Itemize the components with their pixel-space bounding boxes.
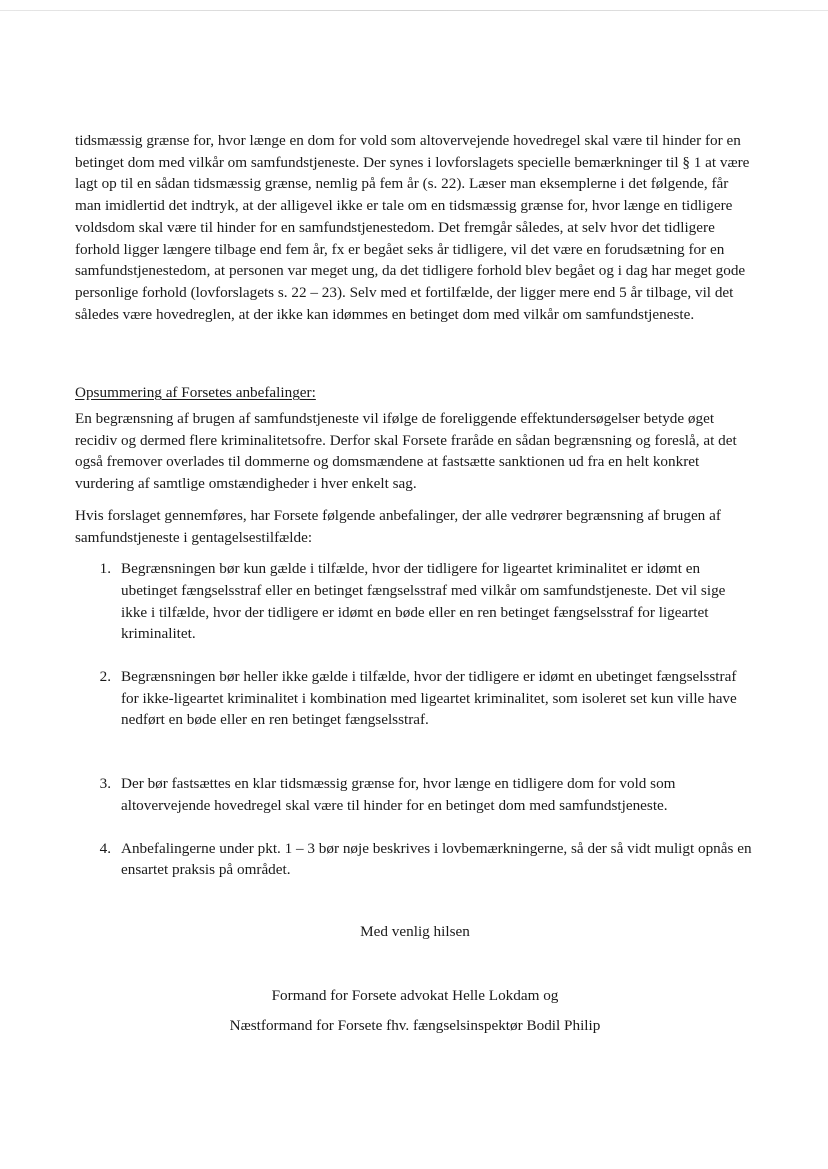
signature-line-1: Formand for Forsete advokat Helle Lokdam og <box>271 986 559 1004</box>
summary-heading: Opsummering af Forsetes anbefalinger: <box>75 384 316 402</box>
list-item-number: 3. <box>99 775 111 793</box>
list-item-text: Begrænsningen bør kun gælde i tilfælde, hvor der tidligere for ligeartet kriminalitet er idømt en ubetinget fængselsstraf eller en betinget fængselsstraf med vilkår om samfundstjeneste. Det vil sige ikke i tilfælde, hvor der tidligere er idømt en bøde eller en ren betinget fængselsstraf for ligeartet kriminalitet. <box>121 560 726 643</box>
letter-page <box>75 130 755 1037</box>
recommendations-list <box>75 558 755 881</box>
recommendations-intro: Hvis forslaget gennemføres, har Forsete følgende anbefalinger, der alle vedrører begrænsning af brugen af samfundstjeneste i gentagelsestilfælde: <box>75 506 721 546</box>
list-item-number: 1. <box>99 560 111 578</box>
list-item <box>75 558 755 645</box>
list-item-text: Begrænsningen bør heller ikke gælde i tilfælde, hvor der tidligere er idømt en ubetinget fængselsstraf for ikke-ligeartet kriminalitet i kombination med ligeartet kriminalitet, som isoleret set kun ville have nedført en bøde eller en ren betinget fængselsstraf. <box>121 668 737 729</box>
intro-paragraph: tidsmæssig grænse for, hvor længe en dom for vold som altovervejende hovedregel skal være til hinder for en betinget dom med vilkår om samfundstjeneste. Der synes i lovforslagets specielle bemærkninger til § 1 at være lagt op til en sådan tidsmæssig grænse, nemlig på fem år (s. 22). Læser man eksemplerne i det følgende, får man imidlertid det indtryk, at der alligevel ikke er tale om en tidsmæssig grænse for, hvor længe en tidligere voldsdom skal være til hinder for en samfundstjenestedom. Det fremgår således, at selv hvor det tidligere forhold ligger længere tilbage end fem år, fx er begået seks år tidligere, vil det være en forudsætning for en samfundstjenestedom, at personen var meget ung, da det tidligere forhold blev begået og i dag har meget gode personlige forhold (lovforslagets s. 22 – 23). Selv med et fortilfælde, der ligger mere end 5 år tilbage, vil det således være hovedreglen, at der ikke kan idømmes en betinget dom med vilkår om samfundstjeneste. <box>75 132 750 323</box>
list-item <box>75 773 755 816</box>
summary-paragraph: En begrænsning af brugen af samfundstjeneste vil ifølge de foreliggende effektundersøgelser betyde øget recidiv og dermed flere kriminalitetsofre. Derfor skal Forsete fraråde en sådan begrænsning og foreslå, at det også fremover overlades til dommerne og domsmændene at fastsætte sanktionen ud fra en helt konkret vurdering af samtlige omstændigheder i hver enkelt sag. <box>75 410 737 493</box>
list-item <box>75 838 755 881</box>
list-item-number: 2. <box>99 668 111 686</box>
signature-line-2: Næstformand for Forsete fhv. fængselsinspektør Bodil Philip <box>229 1017 601 1035</box>
scan-edge-line <box>0 10 828 11</box>
list-item <box>75 666 755 731</box>
list-item-text: Anbefalingerne under pkt. 1 – 3 bør nøje beskrives i lovbemærkningerne, så der så vidt muligt opnås en ensartet praksis på området. <box>121 839 752 879</box>
closing-greeting: Med venlig hilsen <box>360 922 470 940</box>
list-item-number: 4. <box>99 839 111 857</box>
list-item-text: Der bør fastsættes en klar tidsmæssig grænse for, hvor længe en tidligere dom for vold som altovervejende hovedregel skal være til hinder for en betinget dom med samfundstjeneste. <box>121 775 676 814</box>
